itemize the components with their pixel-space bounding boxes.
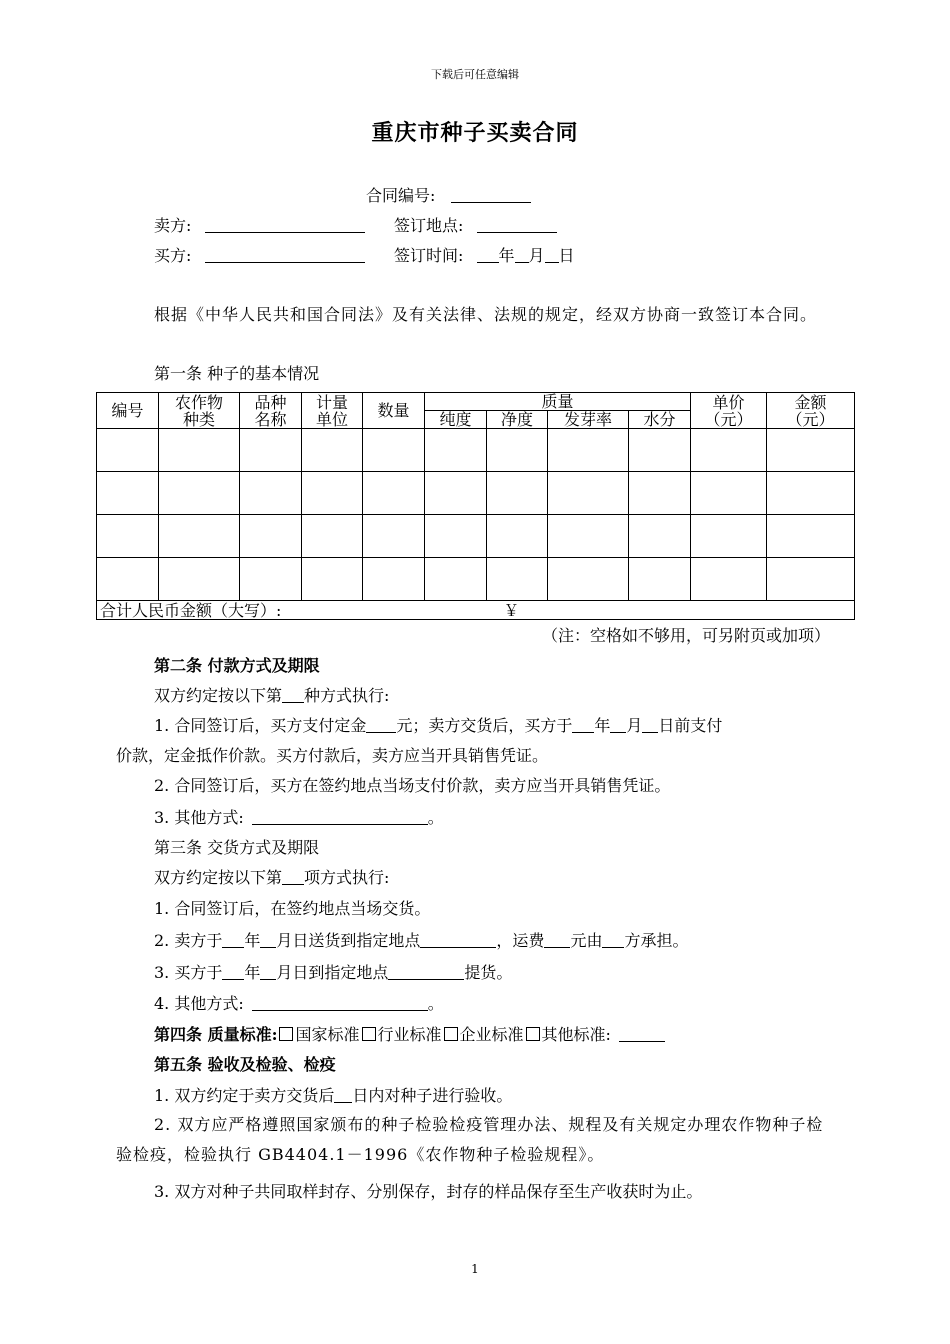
seller-row [154, 216, 365, 236]
pickup-year-field[interactable] [222, 963, 244, 980]
article-2-item-2: 2. 合同签订后，买方在签约地点当场支付价款，卖方应当开具销售凭证。 [154, 776, 671, 795]
article-4: 第四条 质量标准: 国家标准 行业标准 企业标准 其他标准: [154, 1025, 665, 1045]
delivery-other-field[interactable] [252, 994, 428, 1011]
table-note: （注：空格如不够用，可另附页或加项） [541, 626, 830, 645]
article-5-item-3: 3. 双方对种子共同取样封存、分别保存，封存的样品保存至生产收获时为止。 [154, 1182, 703, 1201]
intro-paragraph: 根据《中华人民共和国合同法》及有关法律、法规的规定，经双方协商一致签订本合同。 [154, 305, 818, 324]
col-quality: 质量 [425, 393, 691, 411]
sign-place-row [394, 216, 557, 236]
article-2-item-3: 3. 其他方式: 。 [154, 808, 444, 827]
article-5-item-1: 1. 双方约定于卖方交货后 日内对种子进行验收。 [154, 1086, 513, 1105]
sign-time-label: 签订时间: [394, 246, 464, 265]
total-label: 合计人民币金额（大写）: [100, 600, 282, 620]
month-label: 月 [528, 246, 545, 265]
industry-standard-checkbox[interactable] [362, 1027, 376, 1041]
col-qty: 数量 [363, 393, 425, 429]
article-2-line-1: 双方约定按以下第 种方式执行: [154, 686, 390, 705]
article-3-title: 第三条 交货方式及期限 [154, 838, 320, 857]
article-3-line-1: 双方约定按以下第 项方式执行: [154, 868, 390, 887]
buyer-label: 买方: [154, 246, 192, 265]
pay-month-field[interactable] [610, 716, 626, 733]
seller-label: 卖方: [154, 216, 192, 235]
day-label: 日 [558, 246, 575, 265]
table-row [97, 429, 855, 472]
year-label: 年 [498, 246, 515, 265]
freight-party-field[interactable] [602, 931, 624, 948]
col-unit: 计量 单位 [302, 393, 363, 429]
article-2-item-1: 1. 合同签订后，买方支付定金 元；卖方交货后，买方于 年 月 日前支付 [154, 716, 723, 735]
sign-month-field[interactable] [515, 246, 529, 263]
buyer-field[interactable] [205, 246, 365, 263]
article-3-item-4: 4. 其他方式: 。 [154, 994, 444, 1013]
col-moisture: 水分 [629, 411, 691, 429]
col-germination: 发芽率 [548, 411, 629, 429]
inspection-days-field[interactable] [334, 1086, 352, 1103]
pay-year-field[interactable] [572, 716, 594, 733]
sign-time-row [394, 246, 575, 266]
yuan-symbol: ￥ [503, 600, 520, 620]
col-variety: 品种 名称 [240, 393, 302, 429]
article-2-title: 第二条 付款方式及期限 [154, 656, 320, 675]
sign-place-label: 签订地点: [394, 216, 464, 235]
col-amount: 金额 （元） [767, 393, 855, 429]
payment-other-field[interactable] [252, 808, 428, 825]
seed-table [96, 392, 855, 620]
col-clarity: 净度 [487, 411, 548, 429]
ship-year-field[interactable] [222, 931, 244, 948]
article-3-item-1: 1. 合同签订后，在签约地点当场交货。 [154, 899, 431, 918]
national-standard-checkbox[interactable] [279, 1027, 293, 1041]
pickup-place-field[interactable] [388, 963, 464, 980]
contract-title: 重庆市种子买卖合同 [371, 121, 579, 146]
contract-no-label: 合同编号: [366, 186, 436, 205]
article-5-item-2: 2. 双方应严格遵照国家颁布的种子检验检疫管理办法、规程及有关规定办理农作物种子检验检疫，检验执行 GB4404.1－1996《农作物种子检验规程》。 [116, 1115, 824, 1164]
col-purity: 纯度 [425, 411, 487, 429]
article-3-item-3: 3. 买方于 年 月日到指定地点 提货。 [154, 963, 513, 982]
table-header-row [97, 393, 855, 411]
article-2-item-1-cont: 价款，定金抵作价款。买方付款后，卖方应当开具销售凭证。 [116, 746, 549, 765]
sign-day-field[interactable] [545, 246, 559, 263]
contract-no-field[interactable] [451, 186, 531, 203]
buyer-row [154, 246, 365, 266]
pay-day-field[interactable] [642, 716, 658, 733]
contract-no-row [366, 186, 531, 206]
table-row [97, 472, 855, 515]
col-no: 编号 [97, 393, 159, 429]
table-total-row [97, 601, 855, 620]
table-row [97, 515, 855, 558]
deposit-field[interactable] [366, 716, 396, 733]
col-price: 单价 （元） [691, 393, 767, 429]
article-3-item-2: 2. 卖方于 年 月日送货到指定地点 ，运费 元由 方承担。 [154, 931, 689, 950]
freight-field[interactable] [544, 931, 570, 948]
table-row [97, 558, 855, 601]
page-number: 1 [471, 1262, 479, 1276]
payment-option-field[interactable] [282, 686, 304, 703]
ship-place-field[interactable] [420, 931, 496, 948]
article-4-title: 第四条 质量标准: [154, 1025, 278, 1044]
delivery-option-field[interactable] [282, 868, 304, 885]
other-standard-field[interactable] [619, 1025, 665, 1042]
ship-month-field[interactable] [260, 931, 276, 948]
enterprise-standard-checkbox[interactable] [444, 1027, 458, 1041]
sign-place-field[interactable] [477, 216, 557, 233]
article-5-title: 第五条 验收及检验、检疫 [154, 1055, 336, 1074]
total-cell[interactable] [97, 601, 855, 620]
header-note: 下载后可任意编辑 [431, 68, 519, 81]
sign-year-field[interactable] [477, 246, 499, 263]
pickup-month-field[interactable] [260, 963, 276, 980]
article-1-title: 第一条 种子的基本情况 [154, 364, 320, 383]
seller-field[interactable] [205, 216, 365, 233]
other-standard-checkbox[interactable] [526, 1027, 540, 1041]
col-crop: 农作物 种类 [159, 393, 240, 429]
